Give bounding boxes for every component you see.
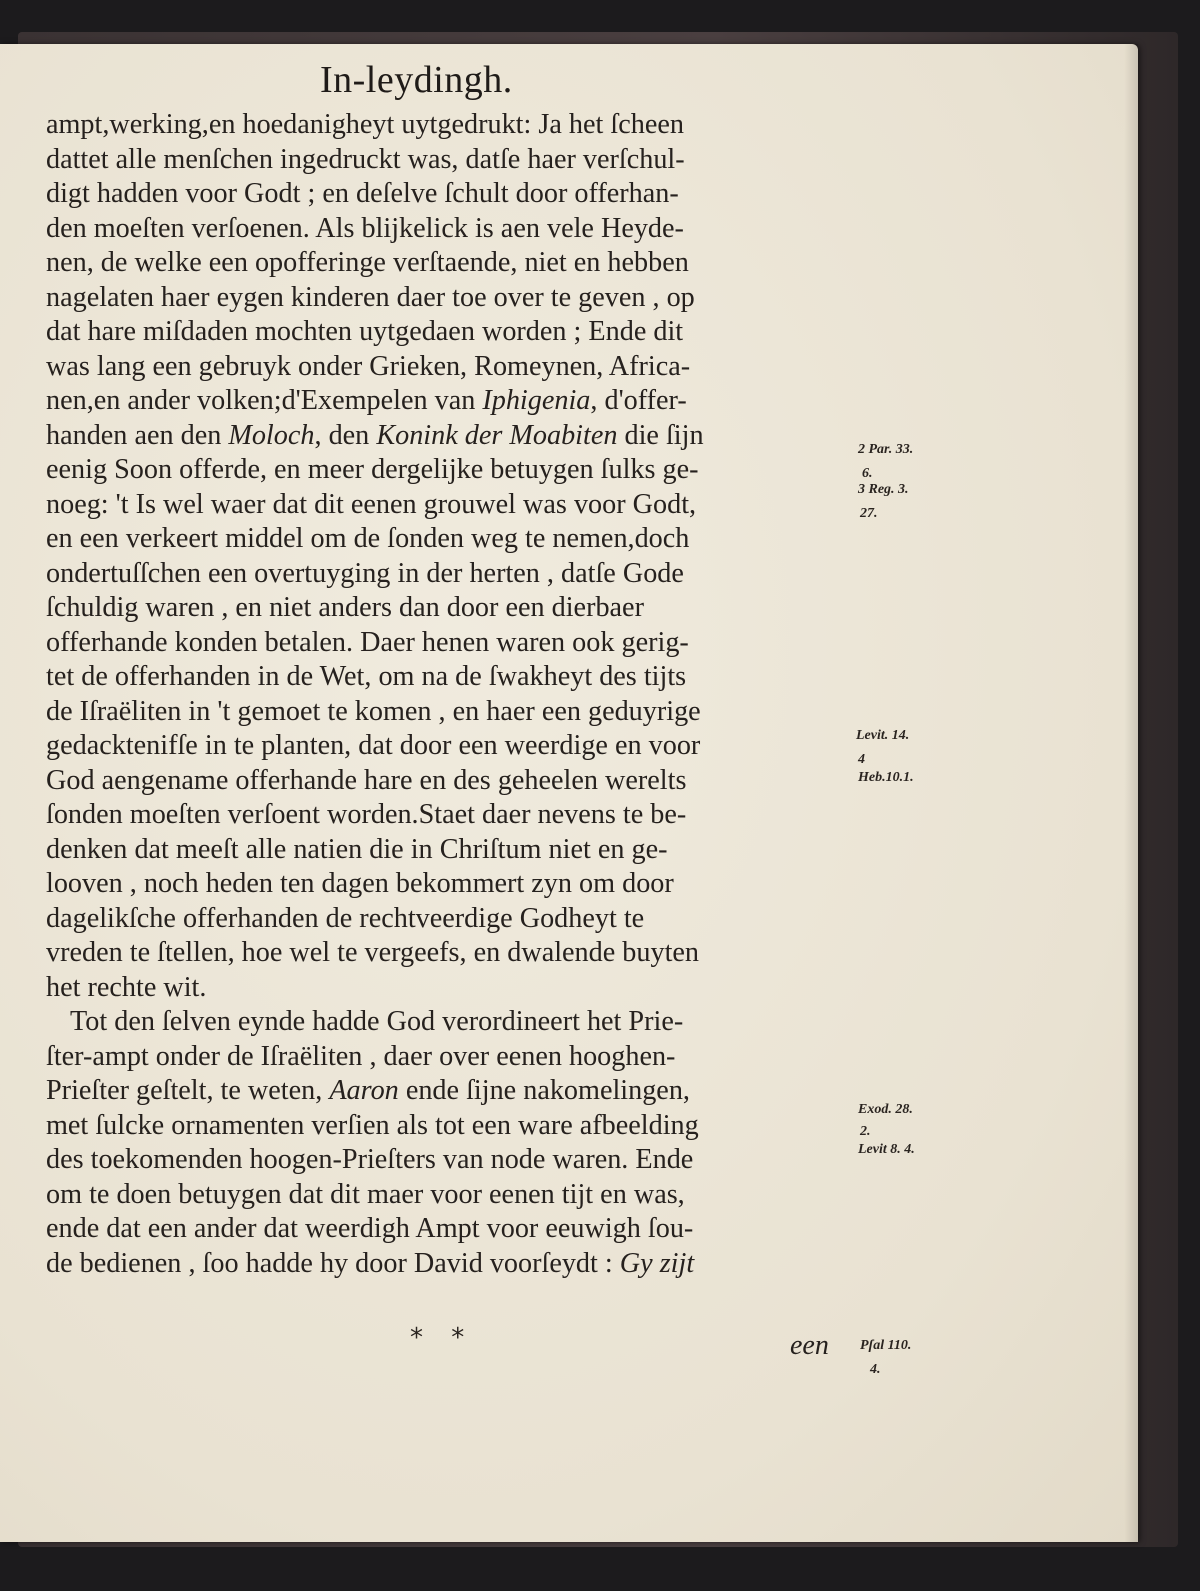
text-line: de bedienen , ſoo hadde hy door David voorſeydt : Gy zijt (46, 1247, 695, 1279)
text-line: gedacktenifſe in te planten, dat door een weerdige en voor (46, 730, 701, 761)
body-text (46, 108, 846, 1281)
text-line: God aengename offerhande hare en des geheelen werelts (46, 764, 687, 796)
margin-note: 4. (870, 1362, 881, 1377)
margin-note: 27. (860, 506, 878, 521)
text-line: om te doen betuygen dat dit maer voor eenen tijt en was, (46, 1178, 685, 1210)
margin-note: Heb.10.1. (858, 770, 914, 785)
running-header: In-leydingh. (320, 59, 513, 101)
italic-term: Aaron (329, 1075, 399, 1106)
margin-note: 3 Reg. 3. (858, 482, 909, 497)
text-line: en een verkeert middel om de ſonden weg te nemen,doch (46, 523, 690, 554)
text-line: dat hare miſdaden mochten uytgedaen worden ; Ende dit (46, 316, 684, 347)
italic-term: Iphigenia (482, 385, 591, 416)
text-line: offerhande konden betalen. Daer henen waren ook gerig- (46, 626, 689, 658)
text-line: ſonden moeſten verſoent worden.Staet daer nevens te be- (46, 799, 687, 830)
text-line: noeg: 't Is wel waer dat dit eenen grouwel was voor Godt, (46, 488, 697, 520)
catchword: een (790, 1330, 829, 1361)
text-line: met ſulcke ornamenten verſien als tot een ware afbeelding (46, 1109, 699, 1141)
text-line: ende dat een ander dat weerdigh Ampt voor eeuwigh ſou- (46, 1213, 694, 1244)
text-line: handen aen den Moloch, den Konink der Moabiten die ſijn (46, 419, 704, 451)
text-line: Tot den ſelven eynde hadde God verordineert het Prie- (70, 1006, 684, 1037)
text-line: was lang een gebruyk onder Grieken, Romeynen, Africa- (46, 350, 691, 382)
text-line: de Iſraëliten in 't gemoet te komen , en haer een geduyrige (46, 695, 701, 727)
text-line: het rechte wit. (46, 971, 207, 1003)
text-line: nagelaten haer eygen kinderen daer toe over te geven , op (46, 281, 695, 313)
signature-mark: * * (410, 1323, 475, 1353)
margin-note: Exod. 28. (858, 1102, 913, 1117)
text-line: ſchuldig waren , en niet anders dan door een dierbaer (46, 592, 644, 623)
text-line: des toekomenden hoogen-Prieſters van node waren. Ende (46, 1144, 694, 1175)
text-line: ondertuſſchen een overtuyging in der herten , datſe Gode (46, 557, 684, 589)
text-line: denken dat meeſt alle natien die in Chriſtum niet en ge- (46, 833, 668, 865)
text-line: nen, de welke een opofferinge verſtaende, niet en hebben (46, 247, 689, 278)
text-line: tet de offerhanden in de Wet, om na de ſwakheyt des tijts (46, 661, 687, 692)
italic-term: Konink der Moabiten (376, 419, 618, 451)
text-line: looven , noch heden ten dagen bekommert zyn om door (46, 868, 674, 899)
margin-note: Levit. 14. (856, 728, 910, 743)
text-line: eenig Soon offerde, en meer dergelijke betuygen ſulks ge- (46, 454, 699, 485)
margin-note: 2 Par. 33. (858, 442, 914, 457)
margin-note: 4 (858, 752, 865, 767)
text-line: digt hadden voor Godt ; en deſelve ſchult door offerhan- (46, 178, 679, 209)
italic-term: Moloch (228, 419, 315, 451)
text-line: den moeſten verſoenen. Als blijkelick is aen vele Heyde- (46, 212, 684, 244)
margin-note: 6. (862, 466, 873, 481)
text-line: dattet alle menſchen ingedruckt was, datſe haer verſchul- (46, 143, 685, 175)
text-line: vreden te ſtellen, hoe wel te vergeefs, en dwalende buyten (46, 937, 700, 968)
margin-note: 2. (860, 1124, 871, 1139)
margin-note: Pſal 110. (860, 1338, 912, 1353)
page-gutter-shadow (1124, 44, 1138, 1542)
text-line: nen,en ander volken;d'Exempelen van Iphigenia, d'offer- (46, 385, 687, 416)
text-line: ampt,werking,en hoedanigheyt uytgedrukt: Ja het ſcheen (46, 109, 684, 140)
margin-note: Levit 8. 4. (858, 1142, 915, 1157)
text-line: Prieſter geſtelt, te weten, Aaron ende ſijne nakomelingen, (46, 1075, 690, 1106)
text-line: ſter-ampt onder de Iſraëliten , daer over eenen hooghen- (46, 1040, 676, 1072)
italic-term: Gy zijt (619, 1247, 695, 1279)
text-line: dagelikſche offerhanden de rechtveerdige Godheyt te (46, 902, 645, 934)
